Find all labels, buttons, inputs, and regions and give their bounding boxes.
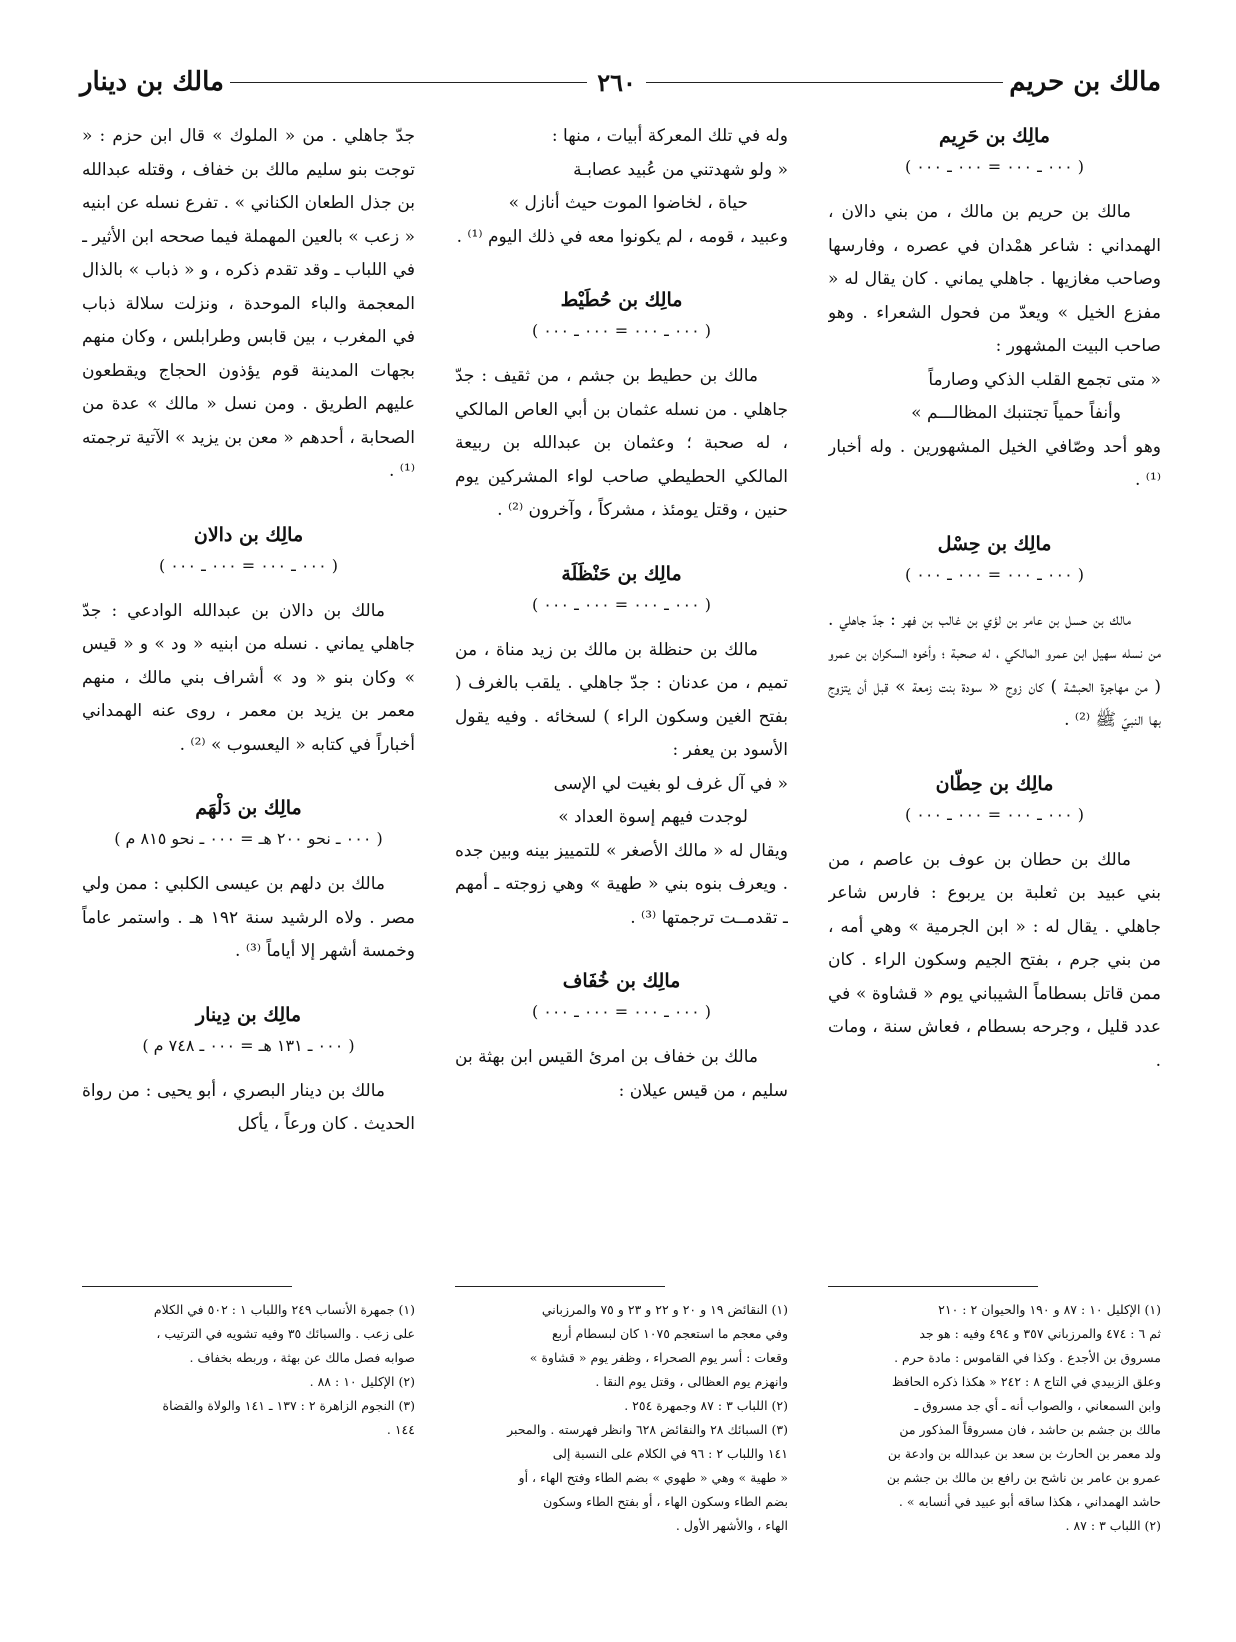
entry-title: مالِك بن حِطّان: [935, 772, 1054, 795]
entry-title: مالِك بن حَنْظَلَة: [561, 562, 682, 585]
footnote-line: (٢) الإكليل ١٠ : ٨٨ .: [309, 1374, 415, 1389]
entry-text: وله في تلك المعركة أبيات ، منها :: [551, 126, 788, 146]
entry-text: مالك بن حطان بن عوف بن عاصم ، من بني عبيد بن ثعلبة بن يربوع : فارس شاعر جاهلي . يقال له : « ابن الجرمية » وهي أمه ، من بني جرم ، بفتح الجيم وسكون الراء . كان ممن قاتل بسطاماً الشيباني يوم « قشاوة » في عدد قليل ، وجرحه بسطام ، فعاش سنة ، ومات .: [828, 849, 1161, 1071]
entry-dates: ( ٠٠٠ ـ ٠٠٠ = ٠٠٠ ـ ٠٠٠ ): [531, 594, 712, 614]
footnote-separator: [828, 1286, 1038, 1287]
column-middle: [455, 120, 788, 1582]
footnote-line: ولد معمر بن الحارث بن سعد بن عبدالله بن وادعة بن: [887, 1446, 1161, 1461]
entry-text: مالك بن حطيط بن جشم ، من ثقيف : جدّ جاهلي . من نسله عثمان بن أبي العاص المالكي ، له صحبة ؛ وعثمان بن عبدالله بن ربيعة المالكي الحطيطي صاحب لواء المشركين يوم حنين ، وقتل يومئذ ، مشركاً ، وآخرون ⁽²⁾ .: [455, 366, 788, 520]
footnote-line: مسروق بن الأجدع . وكذا في القاموس : مادة حرم .: [894, 1350, 1161, 1365]
footnote-line: (١) النقائض ١٩ و ٢٠ و ٢٢ و ٢٣ و ٧٥ والمرزباني: [541, 1302, 788, 1317]
footnote-line: بضم الطاء وسكون الهاء ، أو بفتح الطاء وسكون: [543, 1494, 788, 1509]
entry-text: مالك بن حنظلة بن مالك بن زيد مناة ، من تميم ، من عدنان : جدّ جاهلي . يلقب بالغرف ( بفتح الغين وسكون الراء ) لسخائه . وفيه يقول الأسود بن يعفر :: [455, 639, 788, 760]
column-left: [82, 120, 415, 1582]
footnote-line: على زعب . والسبائك ٣٥ وفيه تشويه في الترتيب ،: [156, 1326, 415, 1341]
footnote-line: (٢) اللباب ٣ : ٨٧ .: [1065, 1518, 1161, 1533]
footnote-line: ١٤٤ .: [386, 1422, 415, 1437]
footnote-line: وابن السمعاني ، والصواب أنه ـ أي جد مسروق ـ: [914, 1398, 1161, 1413]
entry: [455, 558, 788, 936]
footnote-separator: [82, 1286, 292, 1287]
running-head-rule: [230, 82, 587, 83]
entry-title: مالِك بن دالان: [193, 523, 304, 546]
footnotes: [828, 1298, 1161, 1538]
footnote-line: (٢) اللباب ٣ : ٨٧ وجمهرة ٢٥٤ .: [624, 1398, 788, 1413]
footnote-line: (١) جمهرة الأنساب ٢٤٩ واللباب ١ : ٥٠٢ في الكلام: [153, 1302, 415, 1317]
entry: [455, 284, 788, 528]
entry-dates: ( ٠٠٠ ـ ٠٠٠ = ٠٠٠ ـ ٠٠٠ ): [904, 564, 1085, 584]
entry-text: مالك بن حسل بن عامر بن لؤي بن غالب بن فهر : جدّ جاهلي . من نسله سهيل ابن عمرو المالكي ، له صحبة ؛ وأخوه السكران بن عمرو ( من مهاجرة الحبشة ) كان زوج « سودة بنت زمعة » قبل أن يتزوج بها النبيّ ﷺ ⁽²⁾ .: [828, 609, 1161, 730]
footnote-line: وانهزم يوم العظالى ، وقتل يوم النقا .: [595, 1374, 788, 1389]
entry: [828, 528, 1161, 738]
footnote-separator: [455, 1286, 665, 1287]
verse-line: « ولو شهدتني من عُبيد عصابـة: [573, 159, 788, 180]
entry-dates: ( ٠٠٠ ـ ٠٠٠ = ٠٠٠ ـ ٠٠٠ ): [904, 804, 1085, 824]
footnote-line: (٣) السبائك ٢٨ والنقائض ٦٢٨ وانظر فهرسته . والمحبر: [507, 1422, 788, 1437]
verse-line: حياة ، لخاضوا الموت حيث أنازل »: [508, 193, 748, 213]
entry-dates: ( ٠٠٠ ـ ١٣١ هـ = ٠٠٠ ـ ٧٤٨ م ): [142, 1035, 355, 1055]
entry-dates: ( ٠٠٠ ـ نحو ٢٠٠ هـ = ٠٠٠ ـ نحو ٨١٥ م ): [114, 829, 383, 848]
entry: [82, 519, 415, 763]
entry-text: وهو أحد وصّافي الخيل المشهورين . وله أخبار ⁽¹⁾ .: [828, 436, 1161, 490]
verse-line: « متى تجمع القلب الذكي وصارماً: [928, 369, 1161, 390]
entry-title: مالِك بن دَلْهَم: [195, 797, 302, 819]
footnote-line: الهاء ، والأشهر الأول .: [675, 1518, 788, 1533]
entry-title: مالِك بن دِينار: [195, 1003, 302, 1026]
entry-title: مالِك بن حِسْل: [937, 532, 1052, 555]
entry: [82, 792, 415, 969]
running-head-right: مالك بن حريم: [1009, 67, 1161, 97]
entry-title: مالِك بن حَرِيم: [939, 125, 1050, 147]
page-number: ٢٦٠: [597, 67, 636, 97]
footnote-line: ١٤١ واللباب ٢ : ٩٦ في الكلام على النسبة إلى: [552, 1446, 788, 1461]
column-right: [828, 120, 1161, 1582]
footnote-line: ثم ٦ : ٤٧٤ والمرزباني ٣٥٧ و ٤٩٤ وفيه : هو جد: [919, 1326, 1161, 1341]
running-head-rule: [646, 82, 1003, 83]
entry-text: مالك بن خفاف بن امرئ القيس ابن بهثة بن سليم ، من قيس عيلان :: [455, 1047, 788, 1101]
footnote-line: صوابه فصل مالك عن بهثة ، وربطه بخفاف .: [189, 1350, 415, 1365]
entry-dates: ( ٠٠٠ ـ ٠٠٠ = ٠٠٠ ـ ٠٠٠ ): [531, 1002, 712, 1021]
entry-text: مالك بن حريم بن مالك ، من بني دالان ، الهمداني : شاعر همْدان في عصره ، وفارسها وصاحب مغازيها . جاهلي يماني . كان يقال له « مفزع الخيل » ويعدّ من فحول الشعراء . وهو صاحب البيت المشهور :: [828, 202, 1161, 356]
footnote-line: (١) الإكليل ١٠ : ٨٧ و ١٩٠ والحيوان ٢ : ٢١٠: [938, 1302, 1161, 1317]
verse-line: « في آل غرف لو بغيت لي الإسى: [553, 773, 788, 794]
verse-line: وأنفاً حمياً تجتنبك المظالـــم »: [911, 403, 1121, 423]
footnote-line: وقعات : أسر يوم الصحراء ، وظفر يوم « قشاوة »: [529, 1350, 788, 1365]
footnote-line: (٣) النجوم الزاهرة ٢ : ١٣٧ ـ ١٤١ والولاة والقضاة: [162, 1398, 415, 1413]
entry: [455, 965, 788, 1108]
entry: [82, 999, 415, 1142]
entry-title: مالِك بن خُفَاف: [562, 970, 681, 992]
footnote-line: وعلق الزبيدي في التاج ٨ : ٢٤٢ « هكذا ذكره الحافظ: [891, 1374, 1161, 1389]
footnote-line: مالك بن جشم بن حاشد ، فان مسروقاً المذكور من: [899, 1422, 1161, 1437]
running-head-left: مالك بن دينار: [80, 67, 224, 97]
footnote-line: وفي معجم ما استعجم ١٠٧٥ كان لبسطام أربع: [552, 1326, 788, 1341]
entry-text: وعبيد ، قومه ، لم يكونوا معه في ذلك اليوم ⁽¹⁾ .: [456, 226, 788, 247]
entry-dates: ( ٠٠٠ ـ ٠٠٠ = ٠٠٠ ـ ٠٠٠ ): [531, 321, 712, 340]
footnote-line: عمرو بن عامر بن ناشح بن رافع بن مالك بن جشم بن: [886, 1470, 1161, 1485]
entry: [828, 120, 1161, 498]
text-columns: [80, 120, 1161, 1582]
entry-text: مالك بن دالان بن عبدالله الوادعي : جدّ جاهلي يماني . نسله من ابنيه « ود » و « قيس » وكان بنو « ود » أشراف بني مالك ، منهم معمر بن يزيد بن معمر ، روى عنه الهمداني أخباراً في كتابه « اليعسوب » ⁽²⁾ .: [82, 600, 415, 755]
entry-title: مالِك بن حُطَيْط: [560, 289, 683, 311]
footnote-line: « طهية » وهي « طهوي » بضم الطاء وفتح الهاء ، أو: [518, 1470, 788, 1485]
entry-dates: ( ٠٠٠ ـ ٠٠٠ = ٠٠٠ ـ ٠٠٠ ): [158, 555, 339, 575]
entry-continuation: [455, 120, 788, 254]
footnotes: [82, 1298, 415, 1442]
verse-line: لوجدت فيهم إسوة العداد »: [558, 807, 748, 827]
running-head: [80, 62, 1161, 102]
entry: [828, 768, 1161, 1079]
footnotes: [455, 1298, 788, 1538]
entry-continuation: [82, 120, 415, 489]
entry-text: ويقال له « مالك الأصغر » للتمييز بينه وبين جده . ويعرف بنوه بني « طهية » وهي زوجته ـ أمهم ـ تقدمــت ترجمتها ⁽³⁾ .: [455, 840, 788, 928]
footnote-line: حاشد الهمداني ، هكذا ساقه أبو عبيد في أنسابه » .: [898, 1494, 1161, 1509]
entry-text: مالك بن دلهم بن عيسى الكلبي : ممن ولي مصر . ولاه الرشيد سنة ١٩٢ هـ . واستمر عاماً وخمسة أشهر إلا أياماً ⁽³⁾ .: [82, 874, 415, 961]
entry-text: مالك بن دينار البصري ، أبو يحيى : من رواة الحديث . كان ورعاً ، يأكل: [82, 1080, 415, 1134]
entry-dates: ( ٠٠٠ ـ ٠٠٠ = ٠٠٠ ـ ٠٠٠ ): [904, 157, 1085, 176]
entry-text: جدّ جاهلي . من « الملوك » قال ابن حزم : « توجت بنو سليم مالك بن خفاف ، وقتله عبدالله بن جذل الطعان الكناني » . تفرع نسله عن ابنيه « زعب » بالعين المهملة فيما صححه ابن الأثير ـ في اللباب ـ وقد تقدم ذكره ، و « ذباب » بالذال المعجمة والباء الموحدة ، ونزلت سلالة ذباب في المغرب ، بين قابس وطرابلس ، وكان منهم بجهات المدينة قوم يؤذون الحجاج ويقطعون عليهم الطريق . ومن نسل « مالك » عدة من الصحابة ، أحدهم « معن بن يزيد » الآتية ترجمته ⁽¹⁾ .: [82, 126, 415, 481]
